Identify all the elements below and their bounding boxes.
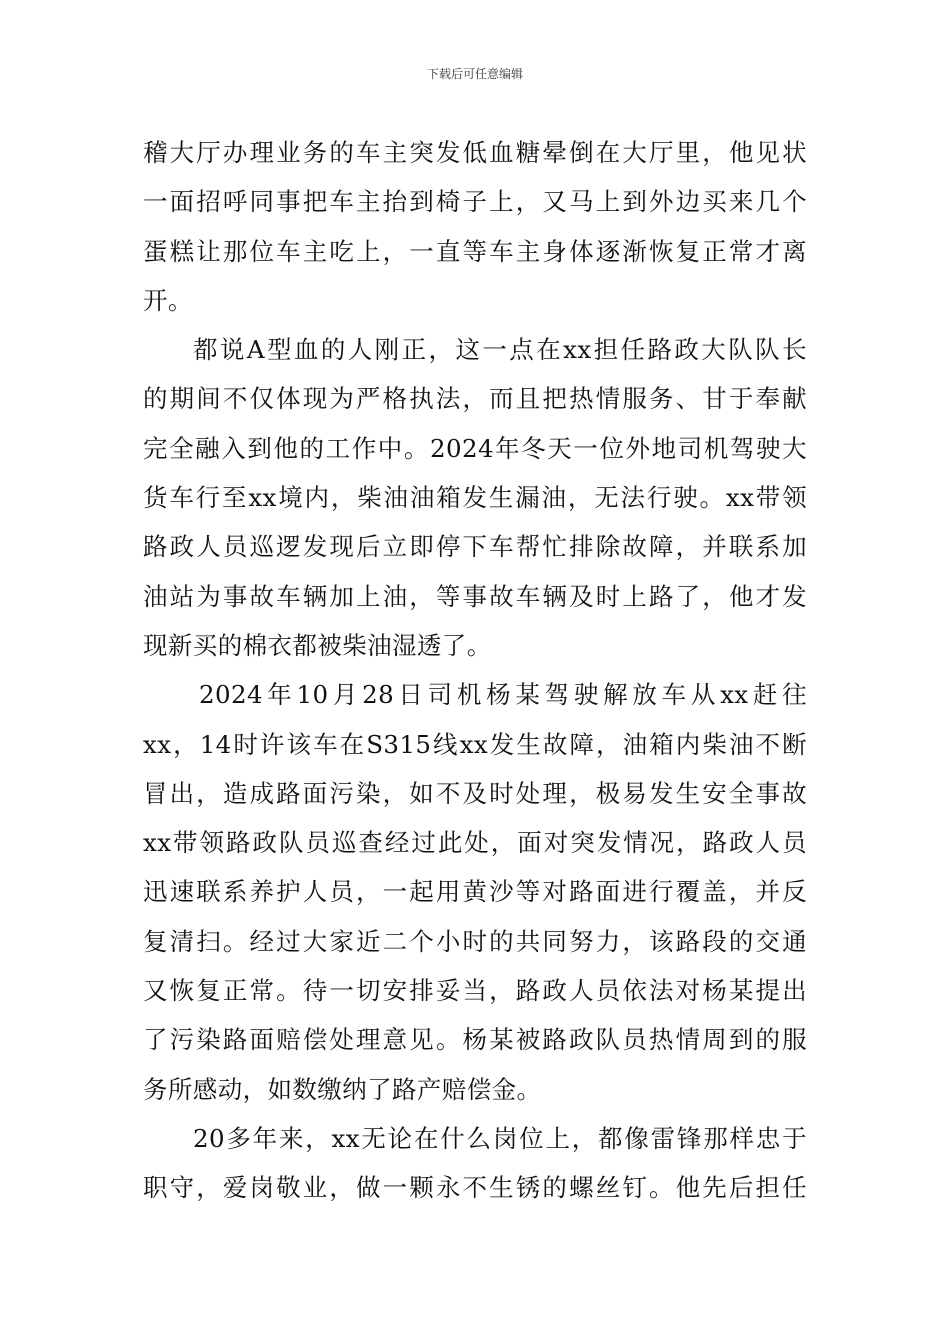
text-line: 稽大厅办理业务的车主突发低血糖晕倒在大厅里，他见状 — [143, 138, 807, 167]
text-line: 都说A型血的人刚正，这一点在xx担任路政大队队长 — [193, 335, 807, 365]
text-line: 货车行至xx境内，柴油油箱发生漏油，无法行驶。xx带领 — [143, 483, 807, 513]
text-line: xx，14时许该车在S315线xx发生故障，油箱内柴油不断 — [143, 729, 807, 759]
text-line: 了污染路面赔偿处理意见。杨某被路政队员热情周到的服 — [143, 1025, 807, 1055]
paragraph — [143, 128, 807, 325]
text-line: 的期间不仅体现为严格执法，而且把热情服务、甘于奉献 — [143, 384, 807, 414]
paragraph — [143, 325, 807, 670]
text-line: 一面招呼同事把车主抬到椅子上，又马上到外边买来几个 — [143, 187, 807, 217]
text-line: 开。 — [143, 285, 193, 315]
text-line: 又恢复正常。待一切安排妥当，路政人员依法对杨某提出 — [143, 976, 807, 1006]
text-line: 冒出，造成路面污染，如不及时处理，极易发生安全事故 — [143, 778, 807, 808]
text-line: 职守，爱岗敬业，做一颗永不生锈的螺丝钉。他先后担任 — [143, 1173, 807, 1203]
text-line: 完全融入到他的工作中。2024年冬天一位外地司机驾驶大 — [143, 433, 807, 463]
text-line: xx带领路政队员巡查经过此处，面对突发情况，路政人员 — [143, 828, 807, 858]
text-line: 油站为事故车辆加上油，等事故车辆及时上路了，他才发 — [143, 581, 807, 611]
paragraph — [143, 1114, 807, 1213]
document-body — [143, 128, 807, 1213]
text-line: 路政人员巡逻发现后立即停下车帮忙排除故障，并联系加 — [143, 532, 807, 562]
text-line: 2024年10月28日司机杨某驾驶解放车从xx赶往 — [199, 680, 807, 710]
text-line: 20多年来，xx无论在什么岗位上，都像雷锋那样忠于 — [193, 1123, 807, 1153]
text-line: 蛋糕让那位车主吃上，一直等车主身体逐渐恢复正常才离 — [143, 236, 807, 266]
text-line: 务所感动，如数缴纳了路产赔偿金。 — [143, 1074, 542, 1104]
text-line: 现新买的棉衣都被柴油湿透了。 — [143, 630, 492, 660]
text-line: 迅速联系养护人员，一起用黄沙等对路面进行覆盖，并反 — [143, 877, 807, 907]
paragraph — [143, 670, 807, 1114]
text-line: 复清扫。经过大家近二个小时的共同努力，该路段的交通 — [143, 926, 807, 956]
page-header: 下载后可任意编辑 — [426, 67, 523, 81]
